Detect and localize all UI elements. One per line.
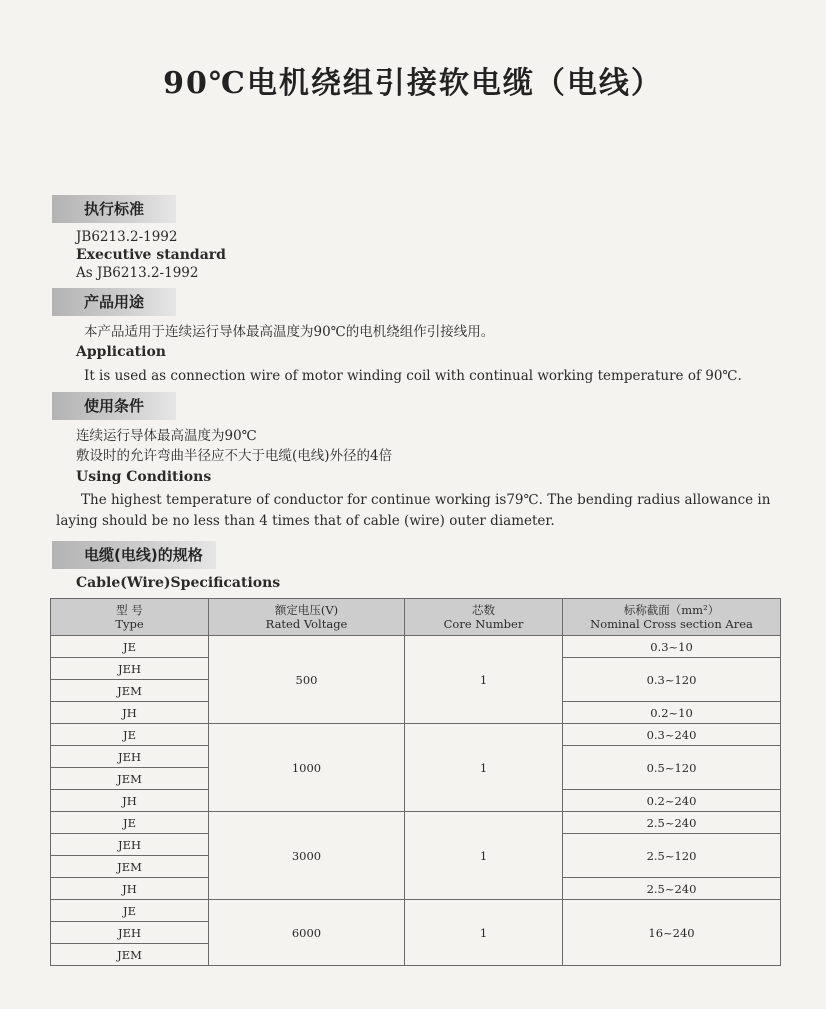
conditions-en-text: The highest temperature of conductor for continue working is79℃. The bending radius allowance in laying should be no less than 4 times that of cable (wire) outer diameter. bbox=[56, 492, 771, 529]
type-cell: JEM bbox=[51, 944, 209, 966]
table-row bbox=[51, 724, 781, 746]
type-cell: JEH bbox=[51, 834, 209, 856]
table-row bbox=[51, 812, 781, 834]
area-cell: 0.3~120 bbox=[563, 658, 781, 702]
voltage-cell: 500 bbox=[209, 636, 405, 724]
section-heading-standard: 执行标准 bbox=[52, 195, 176, 223]
area-cell: 2.5~120 bbox=[563, 834, 781, 878]
area-cell: 2.5~240 bbox=[563, 812, 781, 834]
area-cell: 0.5~120 bbox=[563, 746, 781, 790]
type-cell: JEH bbox=[51, 746, 209, 768]
cores-cell: 1 bbox=[405, 724, 563, 812]
cores-cell: 1 bbox=[405, 812, 563, 900]
type-cell: JE bbox=[51, 636, 209, 658]
area-cell: 16~240 bbox=[563, 900, 781, 966]
conditions-cn-line1: 连续运行导体最高温度为90℃ bbox=[76, 428, 257, 444]
standard-code: JB6213.2-1992 bbox=[76, 229, 178, 245]
header-voltage: 额定电压(V) Rated Voltage bbox=[209, 599, 405, 636]
type-cell: JH bbox=[51, 878, 209, 900]
application-cn-text: 本产品适用于连续运行导体最高温度为90℃的电机绕组作引接线用。 bbox=[84, 324, 495, 340]
table-header-row bbox=[51, 599, 781, 636]
voltage-cell: 1000 bbox=[209, 724, 405, 812]
application-en-text: It is used as connection wire of motor winding coil with continual working temperature of 90℃. bbox=[84, 368, 742, 384]
standard-en-text: As JB6213.2-1992 bbox=[76, 265, 199, 281]
standard-en-heading: Executive standard bbox=[76, 247, 226, 263]
type-cell: JEH bbox=[51, 922, 209, 944]
type-cell: JEH bbox=[51, 658, 209, 680]
header-cores: 芯数 Core Number bbox=[405, 599, 563, 636]
header-type: 型 号 Type bbox=[51, 599, 209, 636]
specs-en-heading: Cable(Wire)Specifications bbox=[76, 575, 281, 591]
area-cell: 0.2~10 bbox=[563, 702, 781, 724]
page-title: 90℃电机绕组引接软电缆（电线） bbox=[163, 66, 663, 101]
type-cell: JH bbox=[51, 702, 209, 724]
area-cell: 0.2~240 bbox=[563, 790, 781, 812]
type-cell: JEM bbox=[51, 768, 209, 790]
table-row bbox=[51, 900, 781, 922]
area-cell: 2.5~240 bbox=[563, 878, 781, 900]
section-heading-application: 产品用途 bbox=[52, 288, 176, 316]
type-cell: JE bbox=[51, 812, 209, 834]
spec-table bbox=[50, 598, 781, 966]
section-heading-specs: 电缆(电线)的规格 bbox=[52, 541, 216, 569]
area-cell: 0.3~10 bbox=[563, 636, 781, 658]
header-area: 标称截面（mm²） Nominal Cross section Area bbox=[563, 599, 781, 636]
type-cell: JEM bbox=[51, 856, 209, 878]
type-cell: JE bbox=[51, 900, 209, 922]
type-cell: JE bbox=[51, 724, 209, 746]
cores-cell: 1 bbox=[405, 636, 563, 724]
section-heading-conditions: 使用条件 bbox=[52, 392, 176, 420]
voltage-cell: 6000 bbox=[209, 900, 405, 966]
conditions-en-heading: Using Conditions bbox=[76, 469, 212, 485]
type-cell: JH bbox=[51, 790, 209, 812]
conditions-cn-line2: 敷设时的允许弯曲半径应不大于电缆(电线)外径的4倍 bbox=[76, 448, 393, 464]
type-cell: JEM bbox=[51, 680, 209, 702]
cores-cell: 1 bbox=[405, 900, 563, 966]
voltage-cell: 3000 bbox=[209, 812, 405, 900]
application-en-heading: Application bbox=[76, 344, 166, 360]
table-row bbox=[51, 636, 781, 658]
area-cell: 0.3~240 bbox=[563, 724, 781, 746]
